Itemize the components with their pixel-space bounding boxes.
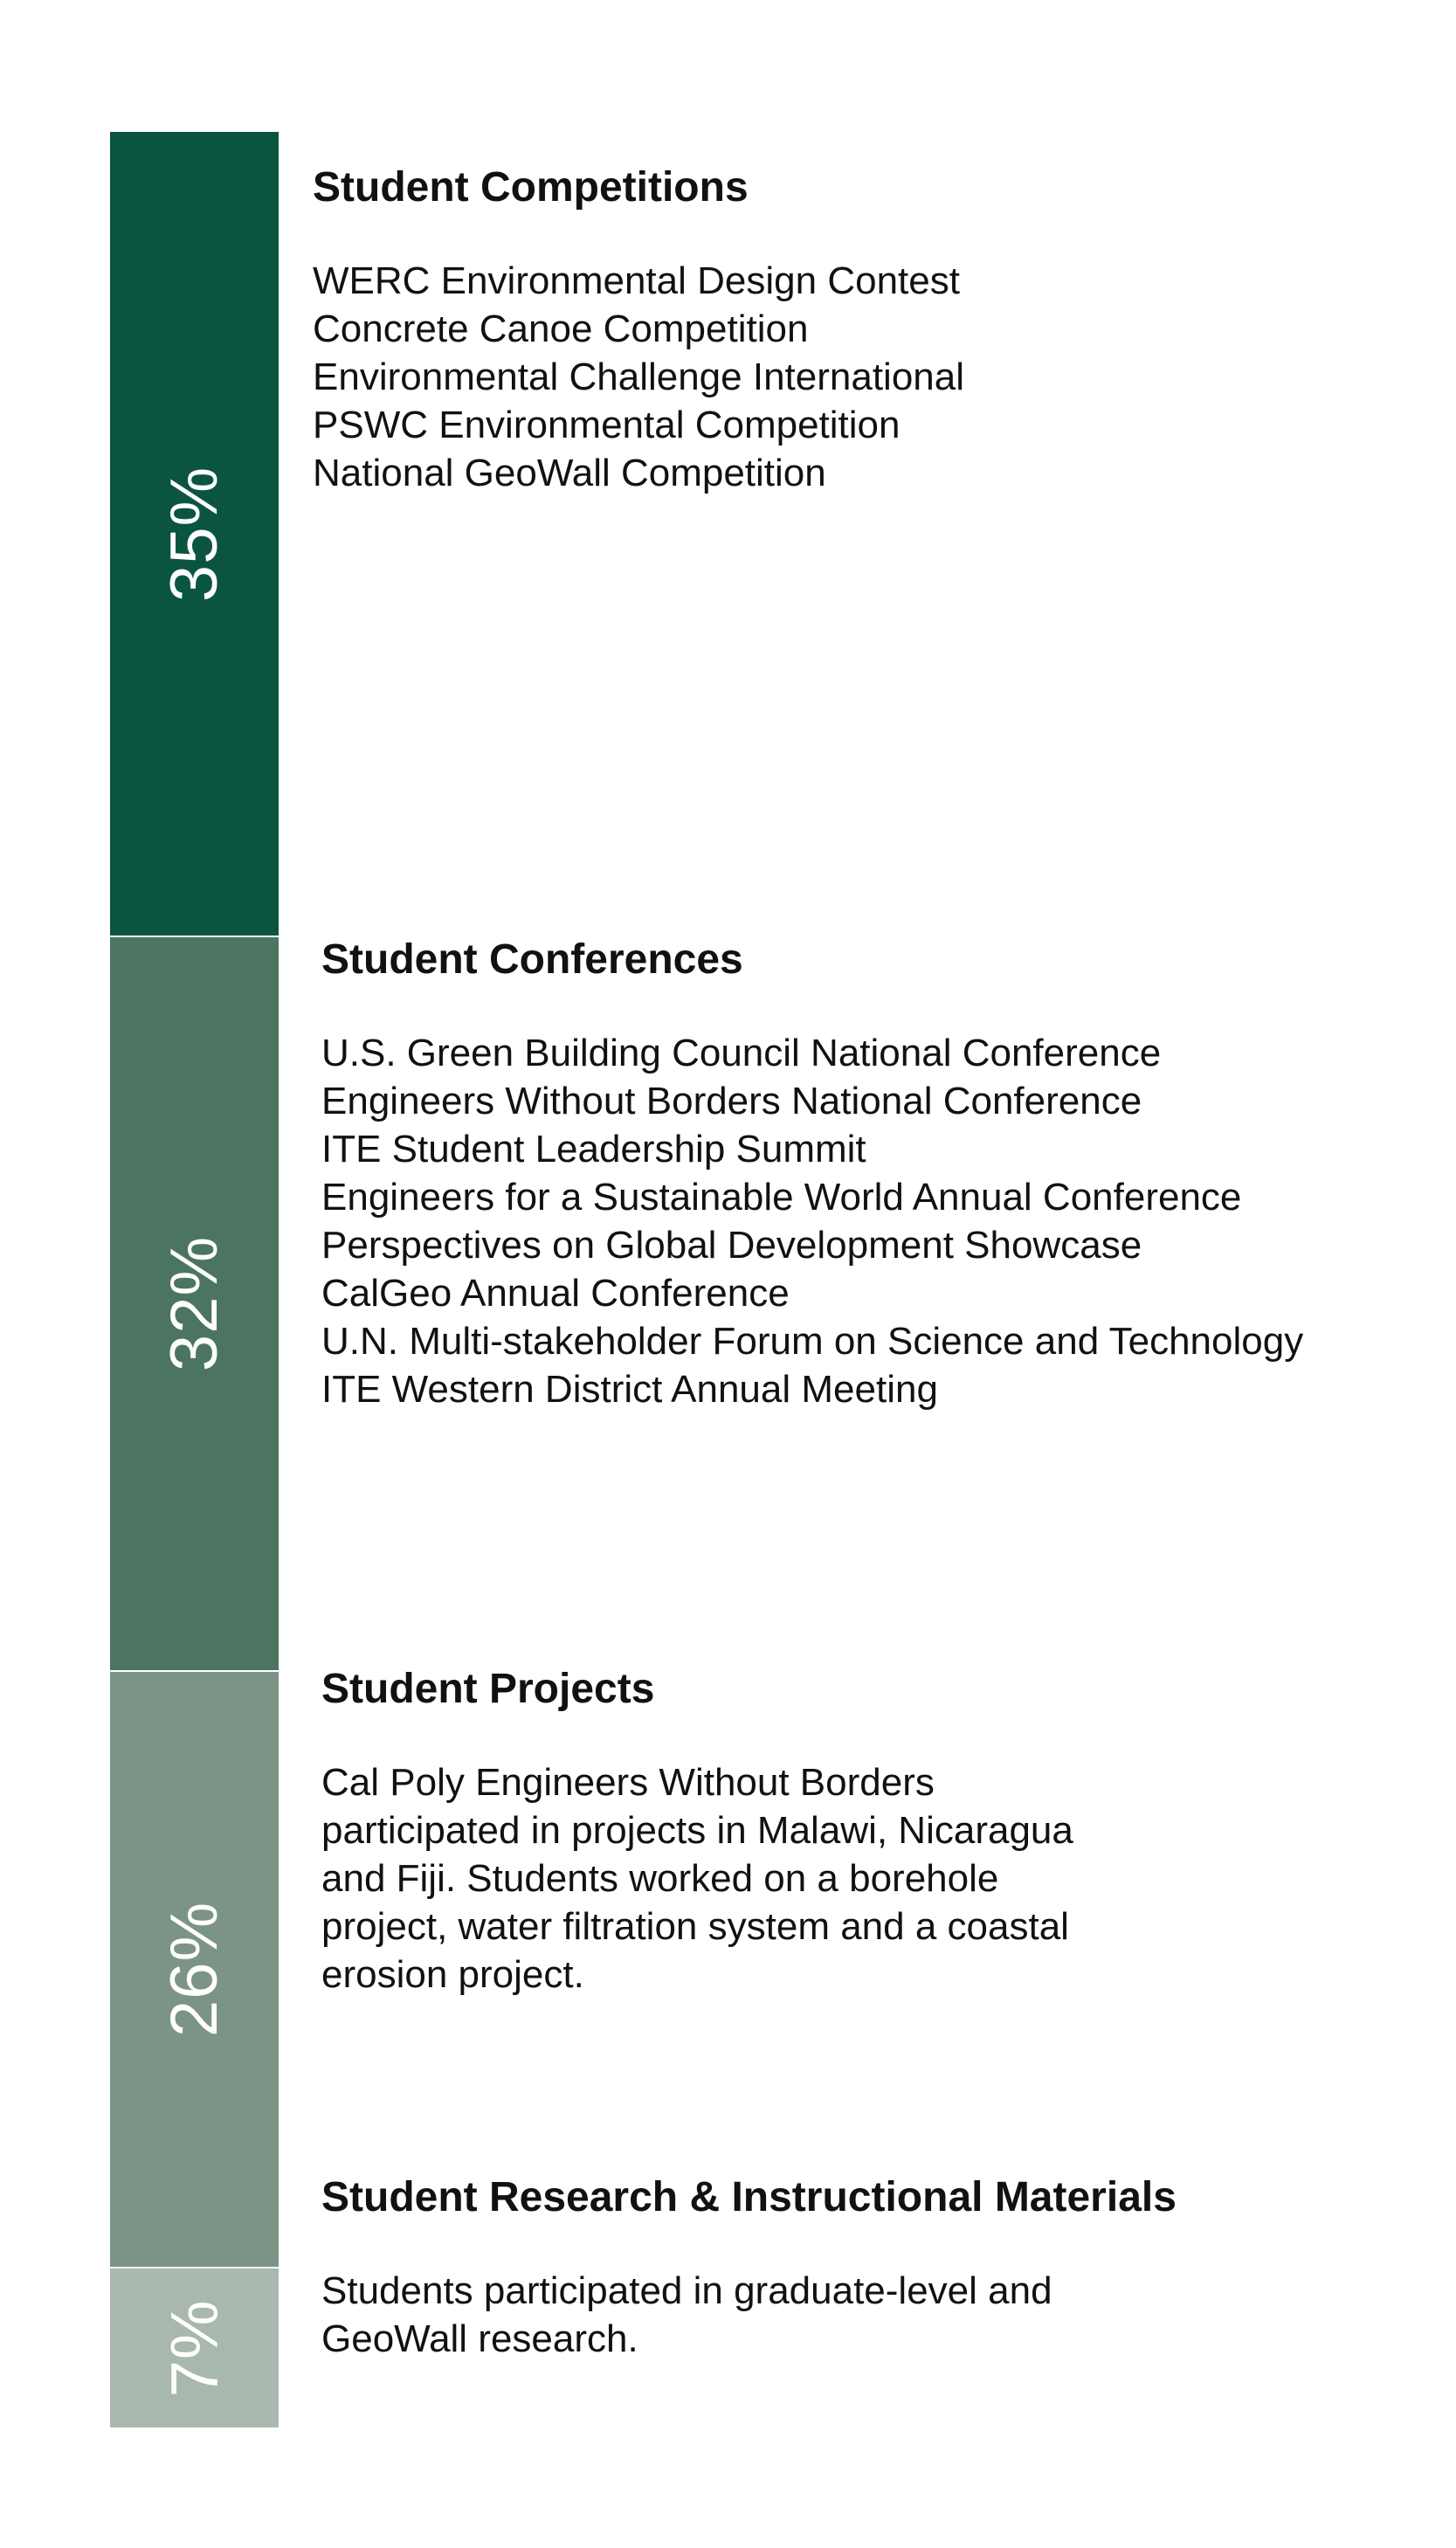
bar-segment-label: 7%: [157, 2299, 231, 2397]
bar-segment-label: 26%: [157, 1901, 231, 2038]
list-item: Perspectives on Global Development Showcase: [321, 1224, 1142, 1267]
stacked-percentage-bar: [110, 132, 279, 2427]
bar-segment-label: 32%: [157, 1235, 231, 1372]
list-item: U.S. Green Building Council National Conference: [321, 1032, 1162, 1075]
bar-segment-research: [110, 2267, 279, 2427]
section-title: Student Projects: [321, 1666, 655, 1712]
section-description: Cal Poly Engineers Without Borders participated in projects in Malawi, Nicaragua and Fiji. Students worked on a borehole project, water filtration system and a coastal erosion project.: [321, 1761, 1073, 1997]
list-item: Engineers Without Borders National Conference: [321, 1080, 1142, 1123]
bar-segment-competitions: [110, 132, 279, 936]
list-item: Engineers for a Sustainable World Annual Conference: [321, 1176, 1242, 1219]
list-item: CalGeo Annual Conference: [321, 1272, 790, 1315]
list-item: ITE Western District Annual Meeting: [321, 1368, 938, 1412]
section-student-competitions: [313, 163, 1431, 497]
section-title: Student Research & Instructional Materials: [321, 2174, 1177, 2220]
list-item: Environmental Challenge International: [313, 356, 965, 399]
list-item: WERC Environmental Design Contest: [313, 259, 960, 303]
section-student-research: [321, 2173, 1439, 2363]
section-student-conferences: [321, 936, 1439, 1413]
list-item: PSWC Environmental Competition: [313, 404, 901, 447]
item-list: [321, 1029, 1439, 1413]
list-item: U.N. Multi-stakeholder Forum on Science and Technology: [321, 1320, 1304, 1364]
section-description: Students participated in graduate-level and GeoWall research.: [321, 2269, 1052, 2361]
section-student-projects: [321, 1665, 1439, 1999]
bar-segment-projects: [110, 1670, 279, 2267]
section-title: Student Conferences: [321, 936, 743, 983]
list-item: National GeoWall Competition: [313, 452, 826, 495]
bar-segment-label: 35%: [157, 466, 231, 602]
section-title: Student Competitions: [313, 164, 749, 211]
list-item: ITE Student Leadership Summit: [321, 1128, 866, 1171]
bar-segment-conferences: [110, 936, 279, 1670]
list-item: Concrete Canoe Competition: [313, 307, 809, 351]
item-list: [313, 257, 1431, 497]
